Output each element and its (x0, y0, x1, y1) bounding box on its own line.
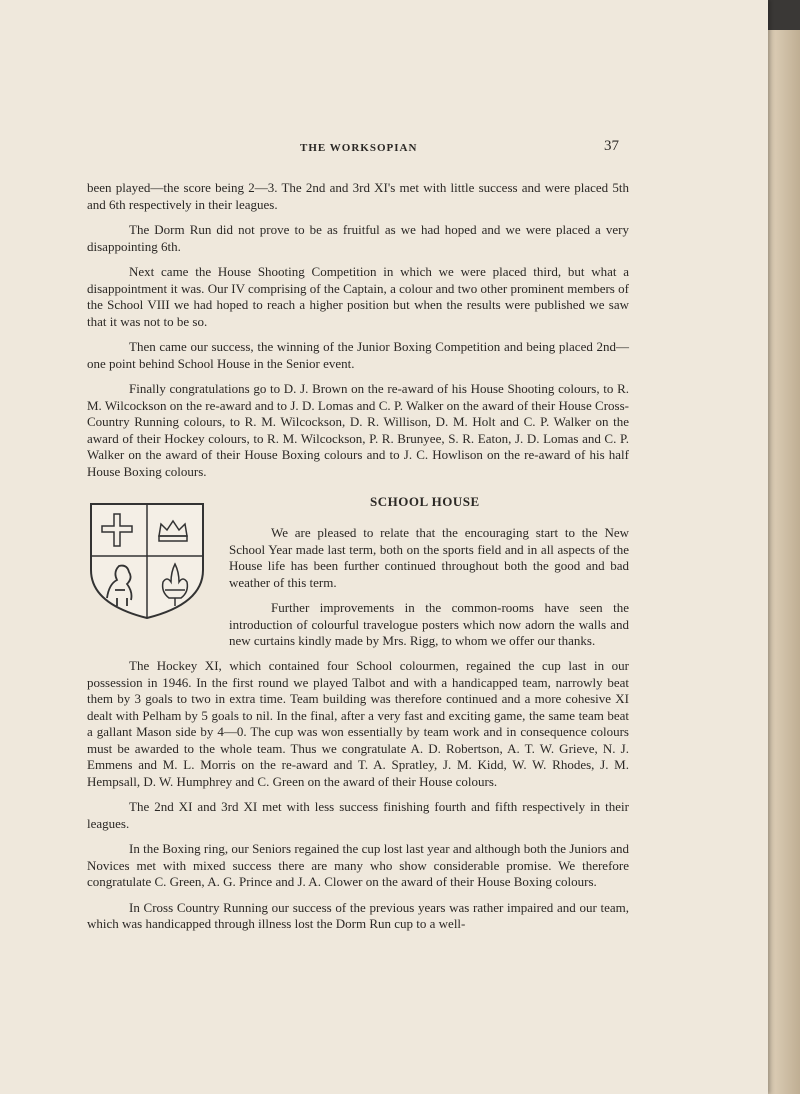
paragraph: In Cross Country Running our success of the previous years was rather impaired and our team, which was handicapped through illness lost the Dorm Run cup to a well- (87, 899, 629, 931)
paragraph: been played—the score being 2—3. The 2nd and 3rd XI's met with little success and were placed 5th and 6th respectively in their leagues. (87, 180, 629, 212)
paragraph: We are pleased to relate that the encouraging start to the New School Year made last term, both on the sports field and in all aspects of the House life has been further continued throughout both the good and bad weather of this term. (229, 525, 629, 590)
top-text-block (87, 180, 629, 489)
paragraph: Then came our success, the winning of the Junior Boxing Competition and being placed 2nd—one point behind School House in the Senior event. (87, 339, 629, 371)
school-crest-icon (87, 500, 207, 620)
paragraph: In the Boxing ring, our Seniors regained the cup lost last year and although both the Juniors and Novices met with mixed success there are many who show considerable promise. We therefore congratulate C. Green, A. G. Prince and J. A. Clower on the award of their House Boxing colours. (87, 841, 629, 889)
section-body-block (87, 658, 629, 942)
paragraph: The Hockey XI, which contained four School colourmen, regained the cup last in our possession in 1946. In the first round we played Talbot and with a handicapped team, narrowly beat them by 3 goals to two in extra time. Team building was therefore continued and a more cohesive XI dealt with Pelham by 5 goals to nil. In the final, after a very fast and exciting game, the same team beat a gallant Mason side by 4—0. The cup was won essentially by team work and in consequence colours must be awarded to the whole team. Thus we congratulate A. D. Robertson, A. T. W. Grieve, N. J. Emmens and M. L. Morris on the re-award and T. A. Spratley, J. M. Kidd, W. W. Rhodes, J. M. Hempsall, D. W. Humphrey and C. Green on the award of their House colours. (87, 658, 629, 789)
paragraph: The Dorm Run did not prove to be as fruitful as we had hoped and we were placed a very disappointing 6th. (87, 222, 629, 254)
section-intro-block (229, 525, 629, 659)
paragraph: Further improvements in the common-rooms have seen the introduction of colourful travelogue posters which now adorn the walls and new curtains kindly made by Mrs. Rigg, to whom we offer our thanks. (229, 600, 629, 648)
section-title: SCHOOL HOUSE (370, 494, 480, 509)
paragraph: Next came the House Shooting Competition in which we were placed third, but what a disappointment it was. Our IV comprising of the Captain, a colour and two other prominent members of the School VIII we had hoped to reach a higher position but when the results were published we saw that it was not to be so. (87, 264, 629, 329)
page-number: 37 (604, 138, 619, 154)
paragraph: Finally congratulations go to D. J. Brown on the re-award of his House Shooting colours, to R. M. Wilcockson on the re-award and to J. D. Lomas and C. P. Walker on the award of their House Cross-Country Running colours, to R. M. Wilcockson, D. R. Willison, D. M. Holt and C. P. Walker on the award of their Hockey colours, to R. M. Wilcockson, P. R. Brunyee, S. R. Eaton, J. D. Lomas and C. P. Walker on the award of their House Boxing colours and to J. C. Howlison on the re-award of his half House Boxing colours. (87, 381, 629, 479)
paragraph: The 2nd XI and 3rd XI met with less success finishing fourth and fifth respectively in their leagues. (87, 799, 629, 831)
running-title: THE WORKSOPIAN (300, 142, 418, 154)
